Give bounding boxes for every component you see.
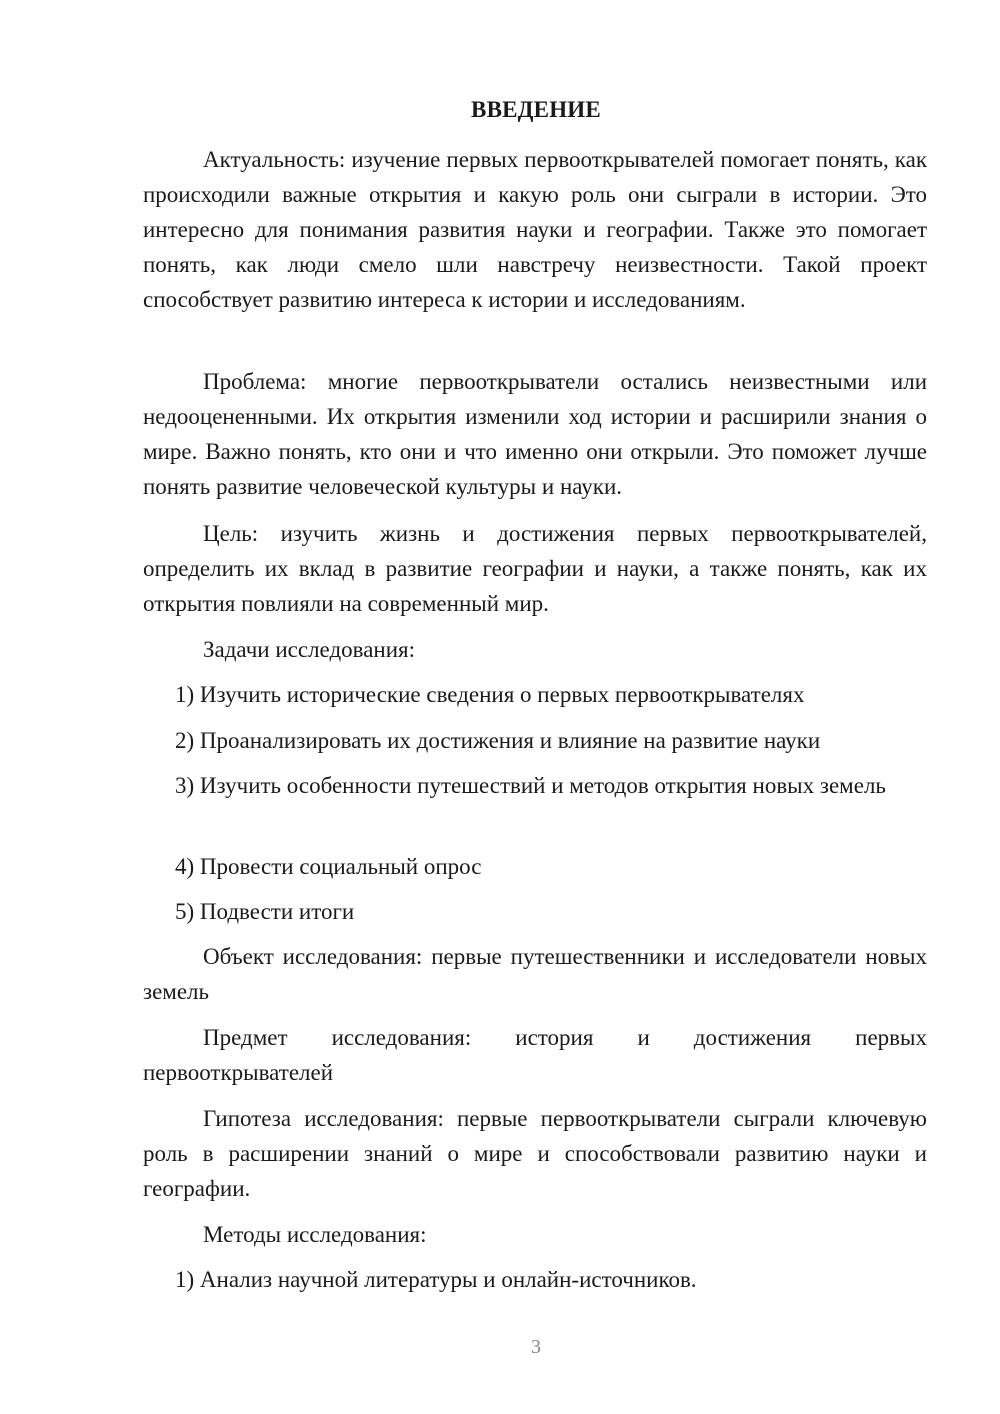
subject-paragraph: Предмет исследования: история и достижения первых первооткрывателей [143, 1025, 927, 1085]
object-paragraph: Объект исследования: первые путешественники и исследователи новых земель [143, 944, 927, 1004]
hypothesis-paragraph: Гипотеза исследования: первые первооткрыватели сыграли ключевую роль в расширении знаний о мире и способствовали развитию науки и географии. [143, 1106, 927, 1201]
page-number: 3 [531, 1336, 541, 1358]
problem-paragraph: Проблема: многие первооткрыватели остались неизвестными или недооцененными. Их открытия изменили ход истории и расширили знания о мире. Важно понять, кто они и что именно они открыли. Это поможет лучше понять развитие человеческой культуры и науки. [143, 369, 927, 499]
tasks-heading: Задачи исследования: [203, 637, 416, 662]
method-item: 1) Анализ научной литературы и онлайн-источников. [175, 1267, 697, 1292]
goal-paragraph: Цель: изучить жизнь и достижения первых первооткрывателей, определить их вклад в развитие географии и науки, а также понять, как их открытия повлияли на современный мир. [143, 521, 927, 616]
task-item: 5) Подвести итоги [175, 899, 355, 924]
task-item: 1) Изучить исторические сведения о первых первооткрывателях [175, 682, 805, 707]
task-item: 2) Проанализировать их достижения и влияние на развитие науки [175, 728, 821, 753]
page-title: ВВЕДЕНИЕ [471, 97, 601, 122]
relevance-paragraph: Актуальность: изучение первых первооткрывателей помогает понять, как происходили важные открытия и какую роль они сыграли в истории. Это интересно для понимания развития науки и географии. Также это помогает понять, как люди смело шли навстречу неизвестности. Такой проект способствует развитию интереса к истории и исследованиям. [143, 147, 927, 312]
task-item: 4) Провести социальный опрос [175, 854, 482, 879]
methods-heading: Методы исследования: [203, 1222, 427, 1247]
task-item: 3) Изучить особенности путешествий и методов открытия новых земель [175, 773, 886, 798]
